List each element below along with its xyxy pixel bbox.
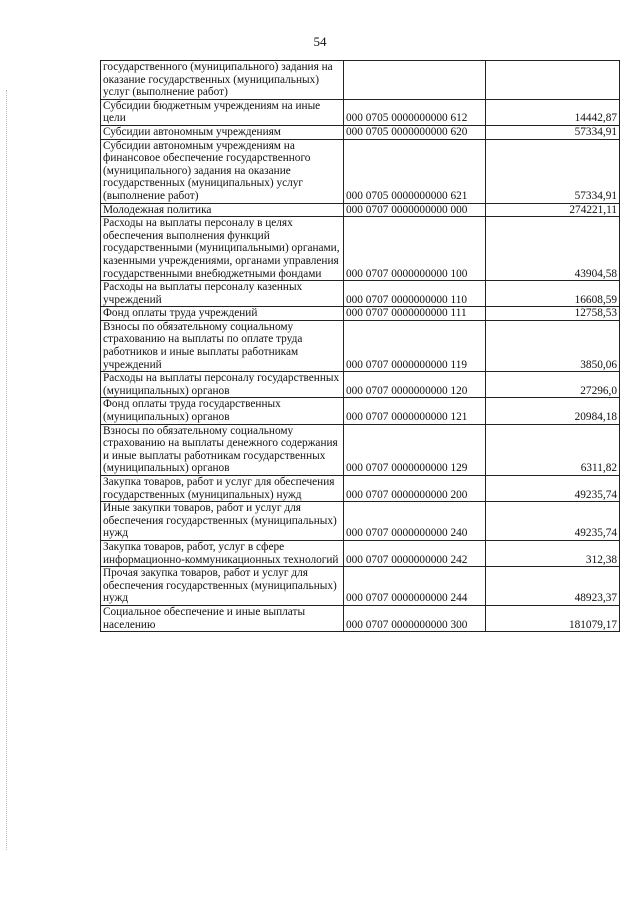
expense-name-cell: Расходы на выплаты персоналу казенных учреждений [101, 281, 344, 307]
table-row [101, 61, 620, 100]
expense-name-cell: Расходы на выплаты персоналу в целях обеспечения выполнения функций государственными (муниципальными) органами, казенными учреждениями, органами управления государственными внебюджетными фондами [101, 217, 344, 281]
page-number: 54 [313, 34, 327, 49]
amount-cell: 43904,58 [486, 217, 620, 281]
table-row [101, 217, 620, 281]
table-row [101, 307, 620, 321]
table-row [101, 139, 620, 203]
budget-code-cell: 000 0707 0000000000 300 [344, 605, 486, 631]
budget-code-cell: 000 0707 0000000000 129 [344, 424, 486, 475]
amount-cell: 49235,74 [486, 476, 620, 502]
table-row [101, 203, 620, 217]
table-row [101, 125, 620, 139]
budget-code-cell: 000 0705 0000000000 621 [344, 139, 486, 203]
budget-code-cell: 000 0705 0000000000 620 [344, 125, 486, 139]
amount-cell: 57334,91 [486, 139, 620, 203]
budget-code-cell: 000 0707 0000000000 111 [344, 307, 486, 321]
amount-cell: 3850,06 [486, 320, 620, 371]
budget-code-cell: 000 0707 0000000000 100 [344, 217, 486, 281]
amount-cell: 14442,87 [486, 99, 620, 125]
budget-code-cell [344, 61, 486, 100]
budget-code-cell: 000 0707 0000000000 121 [344, 398, 486, 424]
expense-name-cell: Закупка товаров, работ и услуг для обеспечения государственных (муниципальных) нужд [101, 476, 344, 502]
amount-cell: 6311,82 [486, 424, 620, 475]
expense-name-cell: государственного (муниципального) задания на оказание государственных (муниципальных) услуг (выполнение работ) [101, 61, 344, 100]
expense-name-cell: Взносы по обязательному социальному страхованию на выплаты денежного содержания и иные выплаты работникам государственных (муниципальных) органов [101, 424, 344, 475]
amount-cell: 274221,11 [486, 203, 620, 217]
budget-code-cell: 000 0707 0000000000 120 [344, 372, 486, 398]
budget-code-cell: 000 0707 0000000000 119 [344, 320, 486, 371]
expense-name-cell: Фонд оплаты труда учреждений [101, 307, 344, 321]
expense-name-cell: Субсидии автономным учреждениям [101, 125, 344, 139]
expense-name-cell: Расходы на выплаты персоналу государственных (муниципальных) органов [101, 372, 344, 398]
table-row [101, 540, 620, 566]
expense-name-cell: Социальное обеспечение и иные выплаты населению [101, 605, 344, 631]
budget-code-cell: 000 0707 0000000000 244 [344, 567, 486, 606]
amount-cell: 12758,53 [486, 307, 620, 321]
table-row [101, 502, 620, 541]
budget-table-body [101, 61, 620, 632]
binding-margin-marks [6, 90, 10, 850]
amount-cell: 16608,59 [486, 281, 620, 307]
table-row [101, 372, 620, 398]
amount-cell: 312,38 [486, 540, 620, 566]
amount-cell: 57334,91 [486, 125, 620, 139]
expense-name-cell: Прочая закупка товаров, работ и услуг для обеспечения государственных (муниципальных) нужд [101, 567, 344, 606]
expense-name-cell: Молодежная политика [101, 203, 344, 217]
budget-table [100, 60, 620, 632]
budget-code-cell: 000 0707 0000000000 240 [344, 502, 486, 541]
budget-code-cell: 000 0707 0000000000 200 [344, 476, 486, 502]
table-row [101, 567, 620, 606]
table-row [101, 99, 620, 125]
amount-cell: 20984,18 [486, 398, 620, 424]
amount-cell: 27296,0 [486, 372, 620, 398]
table-row [101, 398, 620, 424]
table-row [101, 424, 620, 475]
budget-code-cell: 000 0705 0000000000 612 [344, 99, 486, 125]
expense-name-cell: Взносы по обязательному социальному страхованию на выплаты по оплате труда работников и иные выплаты работникам учреждений [101, 320, 344, 371]
amount-cell: 48923,37 [486, 567, 620, 606]
table-row [101, 476, 620, 502]
expense-name-cell: Субсидии бюджетным учреждениям на иные цели [101, 99, 344, 125]
budget-code-cell: 000 0707 0000000000 110 [344, 281, 486, 307]
amount-cell [486, 61, 620, 100]
expense-name-cell: Субсидии автономным учреждениям на финансовое обеспечение государственного (муниципального) задания на оказание государственных (муниципальных) услуг (выполнение работ) [101, 139, 344, 203]
table-row [101, 605, 620, 631]
amount-cell: 181079,17 [486, 605, 620, 631]
amount-cell: 49235,74 [486, 502, 620, 541]
expense-name-cell: Иные закупки товаров, работ и услуг для обеспечения государственных (муниципальных) нужд [101, 502, 344, 541]
expense-name-cell: Закупка товаров, работ, услуг в сфере информационно-коммуникационных технологий [101, 540, 344, 566]
table-row [101, 281, 620, 307]
expense-name-cell: Фонд оплаты труда государственных (муниципальных) органов [101, 398, 344, 424]
budget-code-cell: 000 0707 0000000000 000 [344, 203, 486, 217]
budget-code-cell: 000 0707 0000000000 242 [344, 540, 486, 566]
table-row [101, 320, 620, 371]
